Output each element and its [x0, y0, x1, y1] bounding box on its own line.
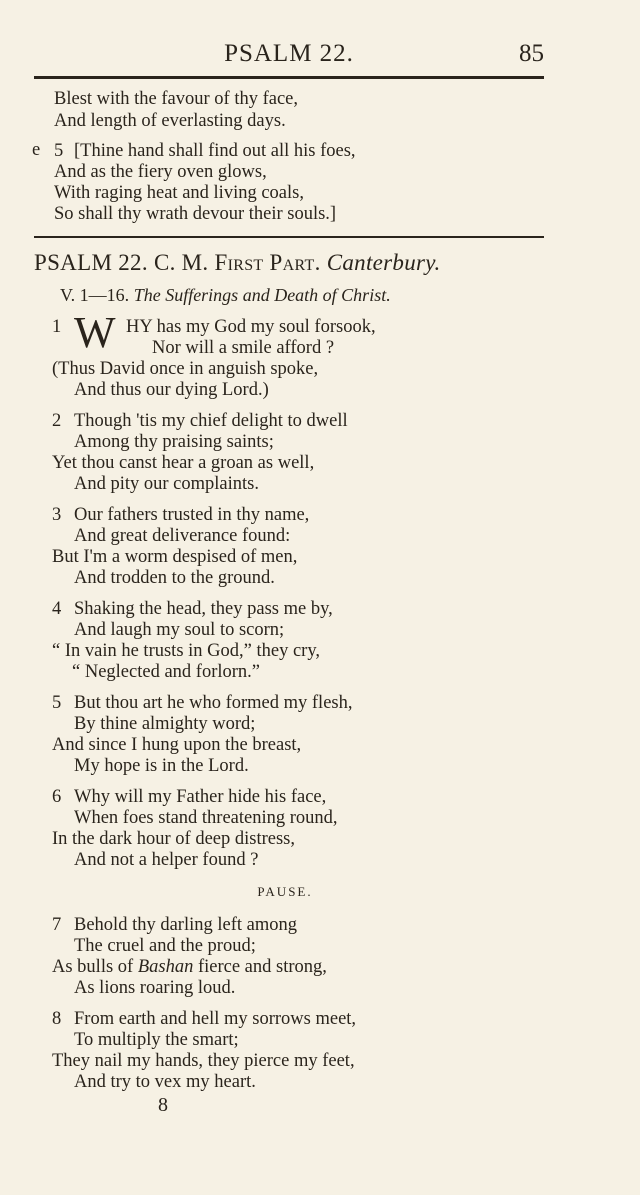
stanza-line: From earth and hell my sorrows meet,: [74, 1009, 357, 1029]
stanza-line: “ In vain he trusts in God,” they cry,: [52, 641, 321, 661]
drop-cap: W: [74, 308, 116, 357]
stanza-number: 3: [52, 505, 62, 525]
page-number: 85: [519, 40, 544, 67]
stanza-line: And thus our dying Lord.): [74, 380, 269, 400]
stanza-line: HY has my God my soul forsook,: [126, 317, 376, 337]
stanza-number: 8: [52, 1009, 62, 1029]
subtitle-text: The Sufferings and Death of Christ.: [133, 285, 391, 305]
stanza-line: And since I hung upon the breast,: [52, 735, 302, 755]
carryover-line: Blest with the favour of thy face,: [54, 89, 299, 109]
stanza-number: 4: [52, 599, 62, 619]
psalm-title: [34, 250, 441, 276]
section-rule: [34, 236, 544, 238]
psalm-title-main: PSALM 22. C. M.: [34, 250, 215, 275]
stanza-line: As lions roaring loud.: [74, 978, 236, 998]
stanza-line: Among thy praising saints;: [74, 432, 274, 452]
stanza-line: When foes stand threatening round,: [74, 808, 338, 828]
stanza-line: And as the fiery oven glows,: [54, 162, 267, 182]
stanza-line: So shall thy wrath devour their souls.]: [54, 204, 337, 224]
stanza-line: My hope is in the Lord.: [74, 756, 249, 776]
margin-mark: e: [32, 140, 41, 160]
psalm-title-part: First Part.: [214, 250, 321, 275]
signature-mark: 8: [158, 1094, 168, 1116]
stanza-line: And try to vex my heart.: [74, 1072, 256, 1092]
stanza-line: Yet thou canst hear a groan as well,: [52, 453, 315, 473]
line-text: fierce and strong,: [193, 957, 327, 977]
psalm-subtitle: [60, 285, 391, 306]
stanza-line: [52, 956, 327, 978]
stanza-line: And pity our complaints.: [74, 474, 259, 494]
stanza-line: With raging heat and living coals,: [54, 183, 304, 203]
stanza-number: 6: [52, 787, 62, 807]
stanza-line: In the dark hour of deep distress,: [52, 829, 296, 849]
stanza-line: [Thine hand shall find out all his foes,: [74, 141, 356, 161]
pause-marker: PAUSE.: [257, 884, 313, 899]
stanza-line: Shaking the head, they pass me by,: [74, 599, 333, 619]
stanza-line: Nor will a smile afford ?: [152, 338, 335, 358]
stanza-number: 1: [52, 317, 62, 337]
verse-reference: V. 1—16.: [60, 285, 130, 305]
running-head: PSALM 22.: [224, 40, 354, 67]
stanza-line: But thou art he who formed my flesh,: [74, 693, 353, 713]
place-name: Bashan: [137, 957, 194, 977]
stanza-line: Why will my Father hide his face,: [74, 787, 327, 807]
psalm-tune: Canterbury.: [326, 250, 441, 275]
stanza-number: 7: [52, 915, 62, 935]
stanza-line: “ Neglected and forlorn.”: [72, 662, 260, 682]
stanza-number: 5: [54, 141, 64, 161]
stanza-line: And laugh my soul to scorn;: [74, 620, 285, 640]
stanza-line: And great deliverance found:: [74, 526, 291, 546]
stanza-line: To multiply the smart;: [74, 1030, 239, 1050]
stanza-line: (Thus David once in anguish spoke,: [52, 359, 319, 379]
stanza-line: Our fathers trusted in thy name,: [74, 505, 310, 525]
stanza-number: 5: [52, 693, 62, 713]
line-text: As bulls of: [52, 957, 138, 977]
carryover-line: And length of everlasting days.: [54, 111, 286, 131]
stanza-line: Though 'tis my chief delight to dwell: [74, 411, 348, 431]
stanza-line: By thine almighty word;: [74, 714, 256, 734]
stanza-line: The cruel and the proud;: [74, 936, 256, 956]
stanza-line: They nail my hands, they pierce my feet,: [52, 1051, 355, 1071]
stanza-line: And not a helper found ?: [74, 850, 259, 870]
stanza-line: Behold thy darling left among: [74, 915, 297, 935]
stanza-line: But I'm a worm despised of men,: [52, 547, 298, 567]
stanza-line: And trodden to the ground.: [74, 568, 275, 588]
header-rule: [34, 76, 544, 79]
stanza-number: 2: [52, 411, 62, 431]
